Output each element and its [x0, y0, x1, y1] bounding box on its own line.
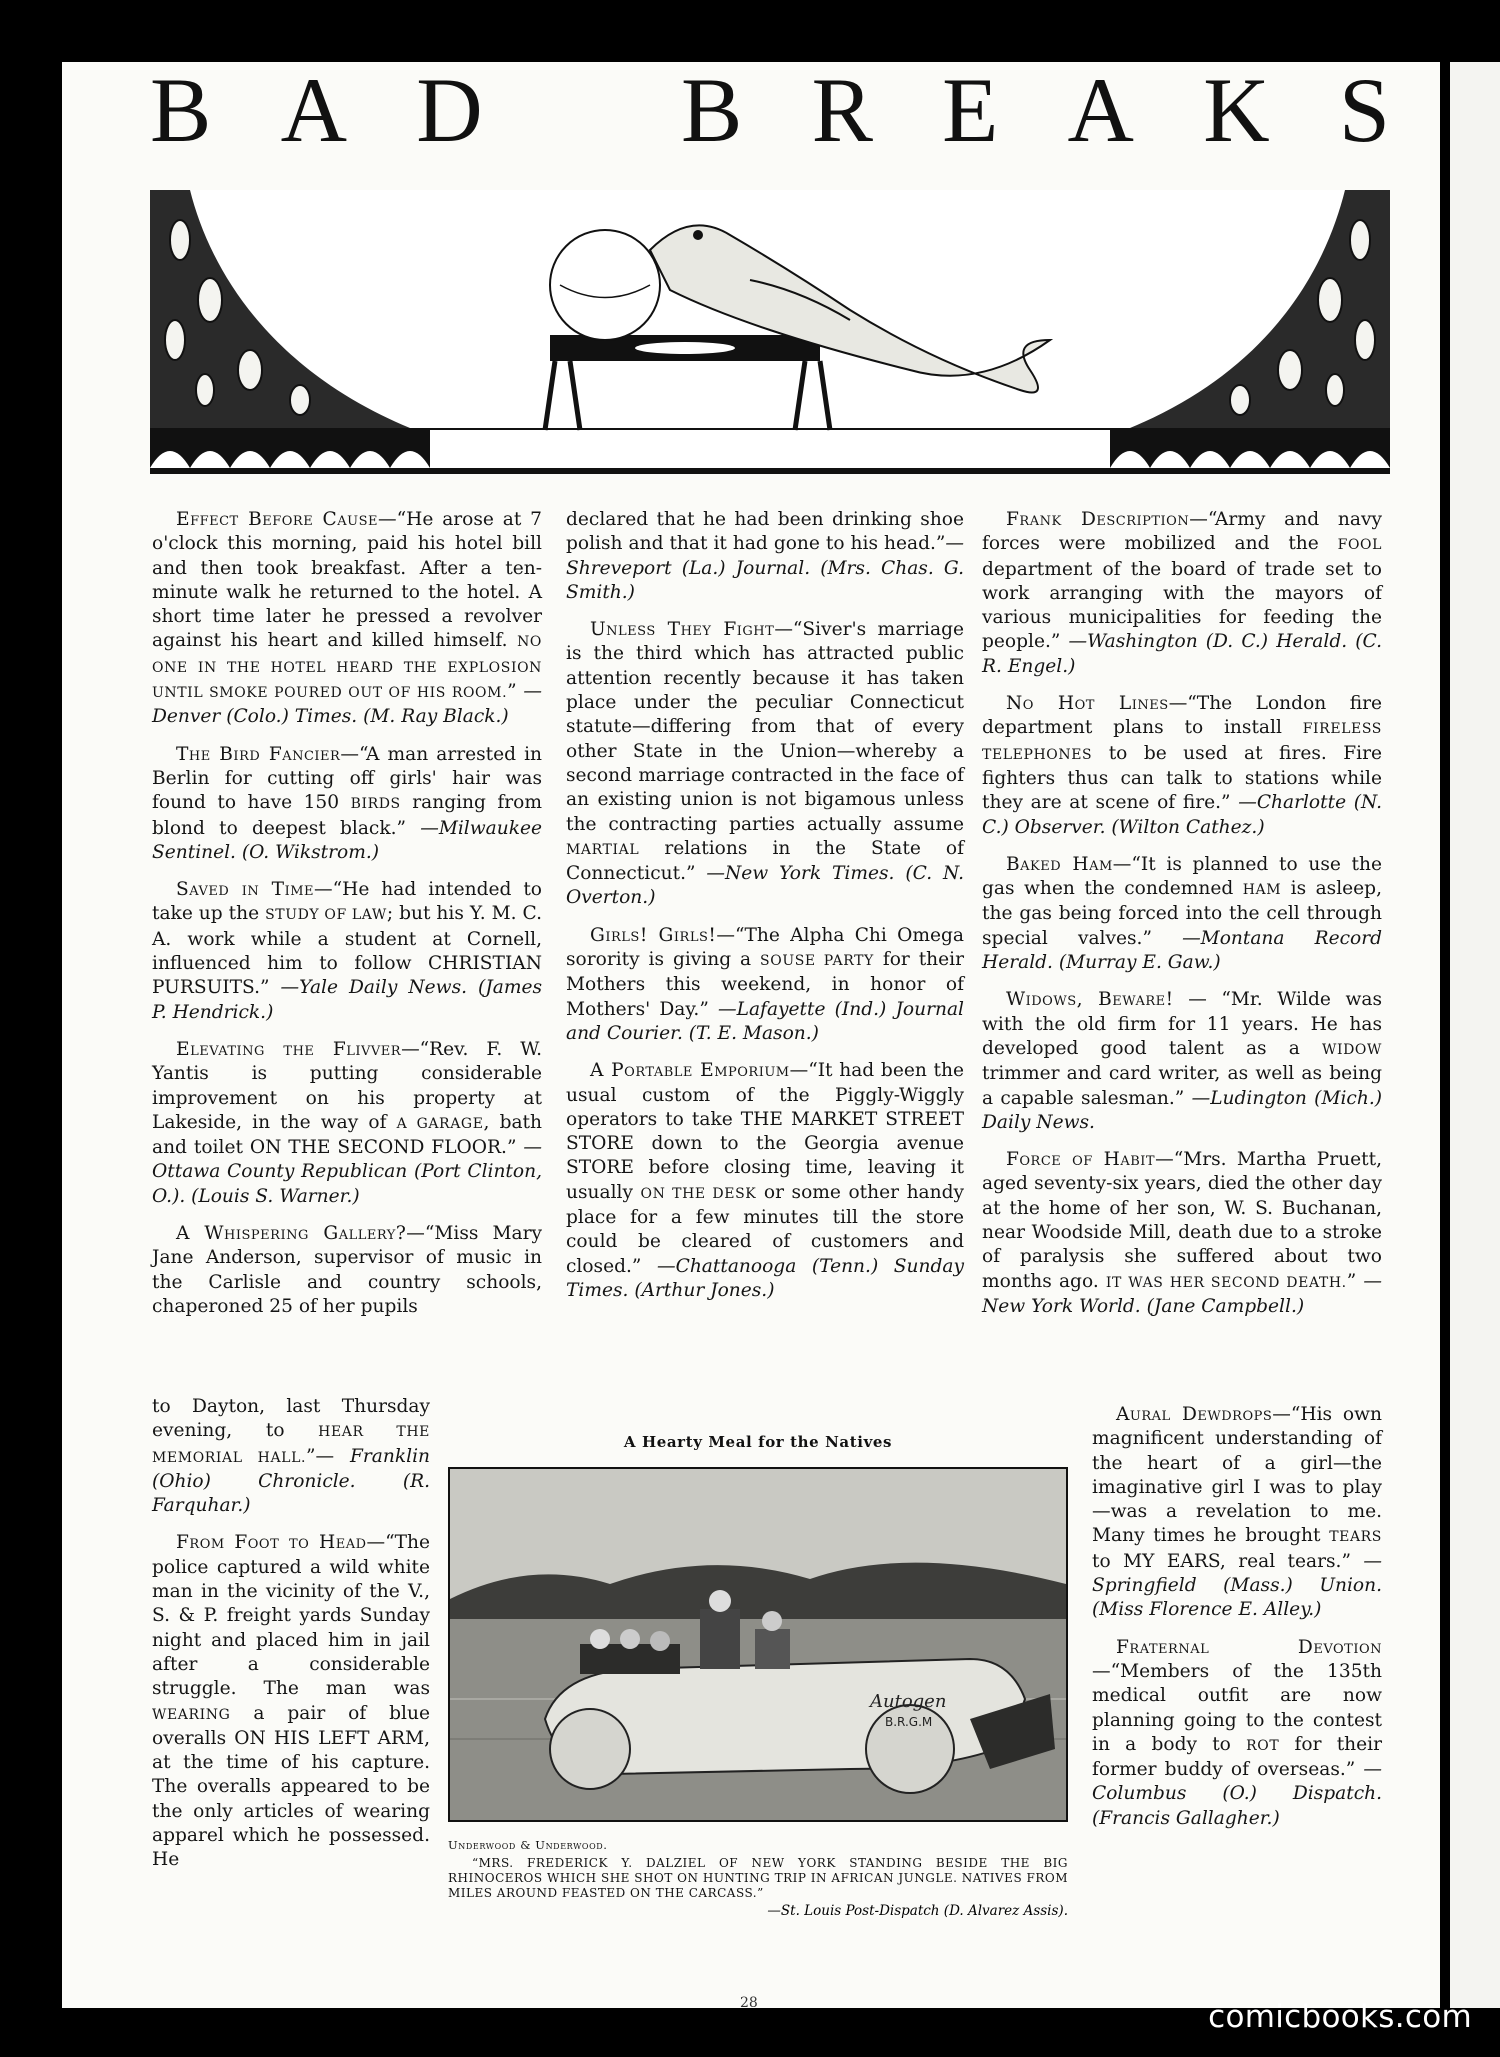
facing-page-edge: [1450, 62, 1500, 2008]
item-source: — Columbus (O.) Dispatch. (Francis Gallagher.): [1092, 1759, 1382, 1829]
item: [152, 743, 542, 865]
item-caps: ROT: [1246, 1737, 1280, 1754]
item-caps: HEAR THE MEMORIAL HALL.: [152, 1424, 430, 1466]
item: [152, 508, 542, 730]
title-letter: R: [811, 59, 873, 161]
item-caps: BIRDS: [350, 796, 401, 813]
item-caps: A GARAGE: [396, 1115, 484, 1132]
item-end: for their former buddy of overseas.”: [1092, 1733, 1382, 1781]
item-caps: ON THE DESK: [640, 1185, 757, 1202]
item: [566, 924, 964, 1046]
item-body: —“The London fire department plans to install: [982, 693, 1383, 739]
photo-block: [448, 1433, 1068, 1983]
page-number: 28: [740, 1995, 758, 2011]
boat-text-2: B.R.G.M: [885, 1715, 933, 1729]
item-end: ”—: [306, 1445, 335, 1467]
item-head: The Bird Fancier: [176, 743, 341, 765]
item-body: —“He arose at 7 o'clock this morning, paid his hotel bill and then took breakfast. After a ten-minute walk he returned to the hotel. A short time later he pressed a revolver against his heart and killed himself.: [152, 509, 542, 652]
item-caps: FOOL: [1337, 537, 1382, 554]
item-caps: SOUSE PARTY: [760, 953, 874, 970]
item-body: to Dayton, last Thursday evening, to: [152, 1396, 430, 1442]
item-caps: TEARS: [1329, 1529, 1382, 1546]
item-head: Frank Description: [1006, 509, 1190, 530]
item-source: —Chattanooga (Tenn.) Sunday Times. (Arthur Jones.): [566, 1255, 964, 1301]
item-body: —“Miss Mary Jane Anderson, supervisor of music in the Carlisle and country schools, chaperoned 25 of her pupils: [152, 1223, 542, 1317]
item-caps: FIRELESS TELEPHONES: [982, 721, 1382, 763]
item-end: to MY EARS, real tears.”: [1092, 1550, 1351, 1572]
item-source: —Shreveport (La.) Journal. (Mrs. Chas. G. Smith.): [566, 533, 964, 603]
item-body: —“The Alpha Chi Omega sorority is giving a: [566, 924, 964, 971]
item-source: —Lafayette (Ind.) Journal and Courier. (T. E. Mason.): [566, 998, 964, 1044]
item-source: —Ludington (Mich.) Daily News.: [982, 1087, 1382, 1133]
photo-caption: “MRS. FREDERICK Y. DALZIEL OF NEW YORK STANDING BESIDE THE BIG RHINOCEROS WHICH SHE SHOT ON HUNTING TRIP IN AFRICAN JUNGLE. NATIVES FROM MILES AROUND FEASTED ON THE CARCASS.”: [448, 1856, 1068, 1900]
page-title: [150, 50, 1390, 170]
item-end: or some other handy place for a few minutes till the store could be cleared of customers and closed.”: [566, 1181, 965, 1277]
item-head: Girls! Girls!: [590, 924, 717, 946]
item-caps: IT WAS HER SECOND DEATH.: [1105, 1274, 1347, 1291]
item-body: —“He had intended to take up the: [152, 879, 542, 925]
title-letter: A: [280, 59, 348, 161]
item: [566, 508, 964, 605]
item-caps: MARTIAL: [566, 841, 640, 858]
title-letter: B: [681, 59, 743, 161]
item-body: —“It is planned to use the gas when the condemned: [982, 853, 1382, 900]
item-source: —Ottawa County Republican (Port Clinton, O.). (Louis S. Warner.): [152, 1137, 542, 1207]
item-body: —“Siver's marriage is the third which has attracted public attention recently because it has taken place under the peculiar Connecticut statute—differing from that of every other State in the Union—whereby a second marriage contracted in the face of an existing union is not bigamous unless the contracting parties actually assume: [566, 619, 964, 835]
item-source: —Washington (D. C.) Herald. (C. R. Engel.): [982, 631, 1382, 677]
item-body: —“Members of the 135th medical outfit are now planning going to the contest in a body to: [1092, 1660, 1382, 1755]
item: [566, 1059, 964, 1303]
item-caps: WIDOW: [1321, 1041, 1382, 1058]
photo-credit: Underwood & Underwood.: [448, 1838, 608, 1852]
item-source: —Montana Record Herald. (Murray E. Gaw.): [982, 927, 1382, 974]
item: [982, 988, 1382, 1135]
item-head: From Foot to Head: [176, 1532, 367, 1554]
item-source: Franklin (Ohio) Chronicle. (R. Farquhar.): [152, 1445, 430, 1517]
boat-text-1: Autogen: [870, 1691, 947, 1712]
title-letter: K: [1203, 59, 1270, 161]
item-head: Saved in Time: [176, 879, 315, 901]
item-head: Effect Before Cause: [176, 509, 379, 530]
item: [982, 853, 1382, 975]
item-body: —“A man arrested in Berlin for cutting off girls' hair was found to have 150: [152, 743, 542, 814]
site-watermark: comicbooks.com: [1208, 1999, 1472, 2035]
column-2: [566, 508, 964, 1316]
item-end: to be used at fires. Fire fighters thus can talk to stations while they are at scene of fire.”: [982, 742, 1382, 814]
item-head: Force of Habit: [1006, 1149, 1156, 1171]
item-head: Fraternal Devotion: [1116, 1636, 1382, 1658]
photo-caption-source: —St. Louis Post-Dispatch (D. Alvarez Assis).: [767, 1903, 1068, 1919]
column-3: [982, 508, 1382, 1332]
item-body: —“His own magnificent understanding of the heart of a girl—the imaginative girl I was to play—was a revelation to me. Many times he brought: [1092, 1404, 1382, 1547]
item-body: —“It had been the usual custom of the Piggly-Wiggly operators to take THE MARKET STREET STORE down to the Georgia avenue STORE before closing time, leaving it usually: [566, 1060, 964, 1203]
item-body: declared that he had been drinking shoe polish and that it had gone to his head.”: [566, 509, 964, 555]
item: [152, 1531, 430, 1872]
item: [982, 1148, 1382, 1319]
column-3-continued: [1092, 1403, 1382, 1844]
item-source: —Yale Daily News. (James P. Hendrick.): [152, 977, 542, 1023]
item-end: department of the board of trade set to work arranging with the mayors of various municipalities for feeding the people.”: [982, 558, 1382, 653]
item-head: No Hot Lines: [1006, 693, 1169, 715]
item-source: —Denver (Colo.) Times. (M. Ray Black.): [152, 681, 542, 728]
item: [566, 618, 964, 911]
item-end: ; but his Y. M. C. A. work while a student at Cornell, influenced him to follow CHRISTIAN PURSUITS.”: [152, 903, 543, 999]
item-end: trimmer and card writer, as well as being a capable salesman.”: [982, 1063, 1382, 1109]
column-1-continued: [152, 1395, 430, 1886]
item: [152, 1038, 542, 1209]
item: [152, 1395, 430, 1518]
title-letter: S: [1338, 59, 1390, 161]
item-end: a pair of blue overalls ON HIS LEFT ARM, at the time of his capture. The overalls appeared to be the only articles of wearing apparel which he possessed. He: [152, 1702, 430, 1871]
title-letter: E: [942, 59, 999, 161]
header-illustration: [150, 190, 1390, 474]
item-caps: NO ONE IN THE HOTEL HEARD THE EXPLOSION UNTIL SMOKE POURED OUT OF HIS ROOM.: [152, 634, 542, 702]
item-head: A Portable Emporium: [590, 1060, 790, 1082]
photo: [448, 1467, 1068, 1822]
column-1: [152, 508, 542, 1332]
item-end: ”: [1346, 1270, 1357, 1292]
title-letter: D: [416, 59, 483, 161]
item: [152, 878, 542, 1025]
item: [982, 508, 1382, 679]
item-body: —“Rev. F. W. Yantis is putting considerable improvement on his property at Lakeside, in the way of: [152, 1038, 542, 1133]
photo-title: A Hearty Meal for the Natives: [623, 1433, 893, 1451]
item-source: —New York Times. (C. N. Overton.): [566, 863, 964, 909]
item: [1092, 1403, 1382, 1623]
item-end: relations in the State of Connecticut.”: [566, 837, 964, 885]
item-source: —New York World. (Jane Campbell.): [982, 1270, 1382, 1317]
item-end: is asleep, the gas being forced into the cell through special valves.”: [982, 878, 1382, 949]
item-head: Elevating the Flivver: [176, 1038, 402, 1060]
title-letter: A: [1067, 59, 1134, 161]
item: [982, 692, 1382, 840]
item-end: ”: [507, 681, 517, 703]
item-head: Widows, Beware!: [1006, 989, 1174, 1011]
item-source: —Springfield (Mass.) Union. (Miss Florence E. Alley.): [1092, 1550, 1382, 1621]
item-caps: STUDY OF LAW: [265, 907, 387, 924]
title-letter: B: [150, 59, 212, 161]
item-body: — “Mr. Wilde was with the old firm for 11 years. He has developed good talent as a: [982, 989, 1382, 1059]
item: [152, 1222, 542, 1319]
item-source: —Milwaukee Sentinel. (O. Wikstrom.): [152, 817, 542, 863]
item-caps: WEARING: [152, 1706, 231, 1723]
item-end: for their Mothers this weekend, in honor of Mothers' Day.”: [566, 949, 964, 1020]
item-head: Aural Dewdrops: [1116, 1404, 1273, 1425]
item-end: ranging from blond to deepest black.”: [152, 792, 542, 839]
item-caps: HAM: [1242, 882, 1282, 899]
item-body: —“Army and navy forces were mobilized and the: [982, 509, 1382, 555]
item-head: A Whispering Gallery?: [176, 1223, 407, 1245]
item-body: —“Mrs. Martha Pruett, aged seventy-six years, died the other day at the home of her son, W. S. Buchanan, near Woodside Mill, death due to a stroke of paralysis she suffered about two months ago.: [982, 1149, 1383, 1292]
item-end: , bath and toilet ON THE SECOND FLOOR.”: [152, 1111, 543, 1159]
item-source: —Charlotte (N. C.) Observer. (Wilton Cathez.): [982, 792, 1382, 838]
item-head: Unless They Fight: [590, 619, 775, 641]
item-head: Baked Ham: [1006, 853, 1113, 875]
item: [1092, 1636, 1382, 1831]
item-body: —“The police captured a wild white man in the vicinity of the V., S. & P. freight yards Sunday night and placed him in jail after a considerable struggle. The man was: [152, 1532, 430, 1700]
